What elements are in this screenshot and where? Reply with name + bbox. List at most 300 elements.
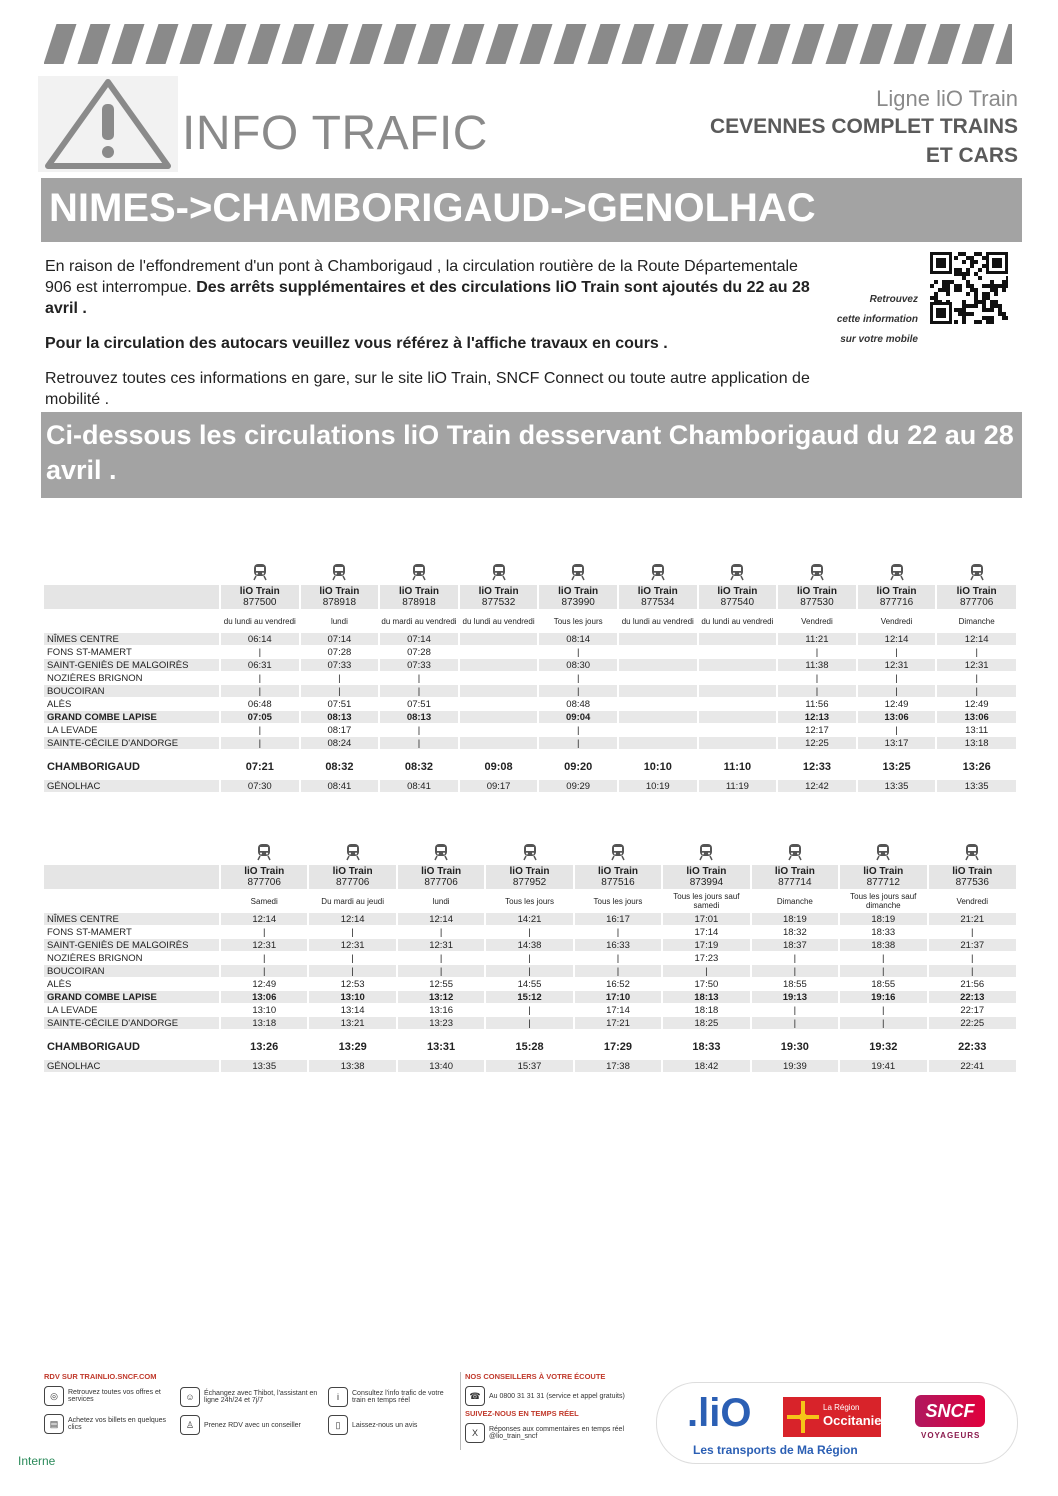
time-cell: | bbox=[857, 672, 937, 685]
train-days: lundi bbox=[300, 610, 380, 633]
time-cell: 13:18 bbox=[220, 1017, 308, 1030]
time-cell bbox=[459, 685, 539, 698]
time-cell: 17:23 bbox=[662, 952, 750, 965]
footer-item-review[interactable]: ▯ Laissez-nous un avis bbox=[328, 1414, 458, 1436]
time-cell: 12:31 bbox=[220, 939, 308, 952]
train-name: liO Train bbox=[637, 586, 678, 597]
sncf-logo: SNCF bbox=[915, 1395, 985, 1427]
time-cell: | bbox=[485, 926, 573, 939]
train-number: 877714 bbox=[778, 877, 812, 888]
time-cell: | bbox=[928, 926, 1017, 939]
train-icon-cell bbox=[308, 840, 396, 865]
time-cell: | bbox=[857, 646, 937, 659]
time-cell: 18:19 bbox=[751, 913, 839, 926]
train-icon bbox=[253, 563, 267, 581]
time-cell: 13:26 bbox=[936, 755, 1016, 780]
occitan-cross-icon bbox=[785, 1399, 821, 1435]
time-cell: 11:38 bbox=[777, 659, 857, 672]
time-cell: | bbox=[220, 737, 300, 750]
time-cell: 13:38 bbox=[308, 1060, 396, 1073]
time-cell: 12:25 bbox=[777, 737, 857, 750]
time-cell: 09:20 bbox=[538, 755, 618, 780]
time-cell: | bbox=[379, 724, 459, 737]
hazard-stripe bbox=[554, 24, 587, 64]
time-cell: | bbox=[928, 965, 1017, 978]
hazard-stripe bbox=[418, 24, 451, 64]
time-cell bbox=[459, 672, 539, 685]
qr-note-line-1: Retrouvez bbox=[869, 294, 918, 305]
footer-col-4 bbox=[460, 1372, 637, 1450]
train-header bbox=[300, 585, 380, 610]
train-days: du lundi au vendredi bbox=[220, 610, 300, 633]
hazard-stripe bbox=[180, 24, 213, 64]
time-cell: 12:42 bbox=[777, 780, 857, 793]
qr-note bbox=[830, 290, 918, 350]
train-name: liO Train bbox=[956, 586, 997, 597]
time-cell: 07:51 bbox=[379, 698, 459, 711]
time-cell: | bbox=[220, 926, 308, 939]
phone-icon: ▯ bbox=[328, 1415, 348, 1435]
qr-note-line-3: sur votre mobile bbox=[840, 334, 918, 345]
footer-item-phone[interactable]: ☎ Au 0800 31 31 31 (service et appel gratuits) bbox=[465, 1385, 637, 1407]
time-cell: | bbox=[397, 965, 485, 978]
time-cell: 07:28 bbox=[300, 646, 380, 659]
station-row bbox=[44, 991, 1016, 1004]
time-cell: 12:31 bbox=[397, 939, 485, 952]
time-cell: 07:14 bbox=[379, 633, 459, 646]
time-cell: 18:18 bbox=[662, 1004, 750, 1017]
time-cell: | bbox=[538, 672, 618, 685]
time-cell: 19:13 bbox=[751, 991, 839, 1004]
train-days-row bbox=[44, 610, 1016, 633]
footer-item-x[interactable]: X Réponses aux commentaires en temps réel @lio_train_sncf bbox=[465, 1422, 637, 1444]
train-icon bbox=[523, 843, 537, 861]
train-number: 873990 bbox=[561, 597, 595, 608]
person-icon: ♙ bbox=[180, 1415, 200, 1435]
time-cell: 16:17 bbox=[574, 913, 662, 926]
timetable-1 bbox=[44, 560, 1016, 793]
train-icon-cell bbox=[220, 560, 300, 585]
circulation-banner-text: Ci-dessous les circulations liO Train desservant Chamborigaud du 22 au 28 avril . bbox=[46, 420, 1014, 485]
time-cell: 17:19 bbox=[662, 939, 750, 952]
hazard-stripe bbox=[316, 24, 349, 64]
hazard-stripe bbox=[622, 24, 655, 64]
time-cell bbox=[459, 711, 539, 724]
station-row bbox=[44, 646, 1016, 659]
time-cell: 13:10 bbox=[220, 1004, 308, 1017]
station-row bbox=[44, 724, 1016, 737]
lio-logo: .liO bbox=[687, 1391, 752, 1435]
train-icon bbox=[257, 843, 271, 861]
footer-col-3 bbox=[328, 1386, 458, 1442]
station-row bbox=[44, 1035, 1016, 1060]
time-cell bbox=[698, 633, 778, 646]
time-cell: | bbox=[379, 685, 459, 698]
train-header bbox=[574, 865, 662, 890]
train-icon bbox=[332, 563, 346, 581]
train-header bbox=[751, 865, 839, 890]
train-icon bbox=[890, 563, 904, 581]
time-cell: | bbox=[751, 952, 839, 965]
hazard-stripe bbox=[588, 24, 621, 64]
train-number: 877706 bbox=[247, 877, 281, 888]
intro-p1-normal: En raison de l'effondrement d'un pont à Chamborigaud , la circulation routière de la Route Départementale 906 est interrompue. bbox=[45, 258, 798, 296]
train-number: 877534 bbox=[641, 597, 675, 608]
train-days: Vendredi bbox=[928, 890, 1017, 913]
time-cell: 11:10 bbox=[698, 755, 778, 780]
time-cell: 08:14 bbox=[538, 633, 618, 646]
time-cell: 06:48 bbox=[220, 698, 300, 711]
train-days: Tous les jours bbox=[538, 610, 618, 633]
train-icon bbox=[434, 843, 448, 861]
station-name: NÎMES CENTRE bbox=[44, 633, 220, 646]
qr-note-line-2: cette information bbox=[836, 314, 918, 325]
time-cell bbox=[459, 659, 539, 672]
train-header bbox=[857, 585, 937, 610]
train-number: 878918 bbox=[322, 597, 357, 608]
time-cell: 17:14 bbox=[662, 926, 750, 939]
train-icons-row bbox=[44, 840, 1016, 865]
train-name: liO Train bbox=[774, 866, 815, 877]
time-cell: 07:21 bbox=[220, 755, 300, 780]
time-cell: 21:21 bbox=[928, 913, 1017, 926]
train-number: 877540 bbox=[720, 597, 755, 608]
train-header bbox=[618, 585, 698, 610]
time-cell: 17:21 bbox=[574, 1017, 662, 1030]
station-row bbox=[44, 711, 1016, 724]
train-number: 877500 bbox=[243, 597, 277, 608]
time-cell: 18:33 bbox=[662, 1035, 750, 1060]
hazard-stripe bbox=[248, 24, 281, 64]
warning-triangle-icon bbox=[38, 76, 178, 172]
train-icon-cell bbox=[928, 840, 1017, 865]
time-cell: 09:17 bbox=[459, 780, 539, 793]
time-cell: 13:16 bbox=[397, 1004, 485, 1017]
line-label: Ligne liO Train bbox=[876, 86, 1018, 111]
hazard-stripe bbox=[146, 24, 179, 64]
time-cell bbox=[618, 659, 698, 672]
train-icon bbox=[571, 563, 585, 581]
station-name: SAINTE-CÉCILE D'ANDORGE bbox=[44, 737, 220, 750]
time-cell: 12:49 bbox=[857, 698, 937, 711]
hazard-stripes bbox=[44, 24, 1012, 64]
intro-text bbox=[45, 256, 825, 424]
time-cell: | bbox=[857, 685, 937, 698]
time-cell: 08:32 bbox=[300, 755, 380, 780]
time-cell: | bbox=[220, 646, 300, 659]
hazard-stripe bbox=[928, 24, 961, 64]
train-name: liO Train bbox=[796, 586, 837, 597]
train-icon bbox=[730, 563, 744, 581]
time-cell: 18:42 bbox=[662, 1060, 750, 1073]
time-cell: 12:14 bbox=[936, 633, 1016, 646]
hazard-stripe bbox=[350, 24, 383, 64]
hazard-stripe bbox=[112, 24, 145, 64]
station-name: SAINT-GENIÈS DE MALGOIRÈS bbox=[44, 659, 220, 672]
train-icon-cell bbox=[459, 560, 539, 585]
station-row bbox=[44, 737, 1016, 750]
train-number: 878918 bbox=[402, 597, 436, 608]
hazard-stripe bbox=[384, 24, 417, 64]
hazard-stripe bbox=[520, 24, 553, 64]
hazard-stripe bbox=[894, 24, 927, 64]
train-header bbox=[662, 865, 750, 890]
footer-item-traffic[interactable]: i Consultez l'info trafic de votre train en temps réel bbox=[328, 1386, 458, 1408]
time-cell: 18:13 bbox=[662, 991, 750, 1004]
footer-item-offers[interactable]: ◎ Retrouvez toutes vos offres et services bbox=[44, 1385, 174, 1407]
train-number: 877530 bbox=[800, 597, 834, 608]
time-cell bbox=[618, 672, 698, 685]
footer-col4-head2: SUIVEZ-NOUS EN TEMPS RÉEL bbox=[465, 1409, 579, 1418]
time-cell: | bbox=[574, 952, 662, 965]
time-cell: | bbox=[308, 952, 396, 965]
time-cell: 21:56 bbox=[928, 978, 1017, 991]
footer-col1-head: RDV SUR TRAINLIO.SNCF.COM bbox=[44, 1372, 157, 1381]
time-cell: | bbox=[777, 646, 857, 659]
hazard-stripe bbox=[282, 24, 315, 64]
time-cell: 12:49 bbox=[936, 698, 1016, 711]
hazard-stripe bbox=[452, 24, 485, 64]
intro-p1-bold: Des arrêts supplémentaires et des circulations liO Train sont ajoutés du 22 au 28 avril . bbox=[45, 279, 810, 317]
intro-paragraph-1 bbox=[45, 256, 825, 319]
time-cell: 12:55 bbox=[397, 978, 485, 991]
train-icon bbox=[699, 843, 713, 861]
train-icon bbox=[346, 843, 360, 861]
train-icon-cell bbox=[379, 560, 459, 585]
time-cell bbox=[618, 646, 698, 659]
train-icon-cell bbox=[574, 840, 662, 865]
train-number: 877706 bbox=[959, 597, 994, 608]
hazard-stripe bbox=[690, 24, 723, 64]
time-cell: 12:49 bbox=[220, 978, 308, 991]
time-cell: 11:21 bbox=[777, 633, 857, 646]
train-icon-cell bbox=[936, 560, 1016, 585]
train-header bbox=[928, 865, 1017, 890]
time-cell bbox=[618, 698, 698, 711]
time-cell: 13:18 bbox=[936, 737, 1016, 750]
train-name: liO Train bbox=[421, 866, 462, 877]
station-name: FONS ST-MAMERT bbox=[44, 926, 220, 939]
time-cell: 22:25 bbox=[928, 1017, 1017, 1030]
time-cell: 07:30 bbox=[220, 780, 300, 793]
time-cell: 17:50 bbox=[662, 978, 750, 991]
time-cell: 19:39 bbox=[751, 1060, 839, 1073]
time-cell: | bbox=[538, 737, 618, 750]
time-cell bbox=[698, 711, 778, 724]
time-cell: 08:32 bbox=[379, 755, 459, 780]
footer-col4-head: NOS CONSEILLERS À VOTRE ÉCOUTE bbox=[465, 1372, 606, 1381]
train-header bbox=[379, 585, 459, 610]
time-cell: 13:31 bbox=[397, 1035, 485, 1060]
train-days: Du mardi au jeudi bbox=[308, 890, 396, 913]
footer-item-appointment[interactable]: ♙ Prenez RDV avec un conseiller bbox=[180, 1414, 320, 1436]
time-cell: | bbox=[839, 1004, 927, 1017]
time-cell: 18:55 bbox=[839, 978, 927, 991]
x-logo-icon: X bbox=[465, 1423, 485, 1443]
time-cell: 13:35 bbox=[936, 780, 1016, 793]
train-header bbox=[936, 585, 1016, 610]
time-cell: 14:38 bbox=[485, 939, 573, 952]
station-name: FONS ST-MAMERT bbox=[44, 646, 220, 659]
time-cell: | bbox=[936, 646, 1016, 659]
time-cell: | bbox=[485, 1017, 573, 1030]
time-cell: 22:17 bbox=[928, 1004, 1017, 1017]
info-trafic-title: INFO TRAFIC bbox=[182, 107, 488, 160]
region-label: Occitanie bbox=[823, 1413, 882, 1428]
time-cell: 13:29 bbox=[308, 1035, 396, 1060]
time-cell: 10:10 bbox=[618, 755, 698, 780]
train-number: 877706 bbox=[335, 877, 370, 888]
occitanie-logo bbox=[783, 1397, 881, 1437]
time-cell: | bbox=[928, 952, 1017, 965]
train-name: liO Train bbox=[478, 586, 519, 597]
train-header bbox=[459, 585, 539, 610]
time-cell: | bbox=[839, 952, 927, 965]
time-cell bbox=[698, 685, 778, 698]
train-icon bbox=[965, 843, 979, 861]
time-cell: | bbox=[397, 926, 485, 939]
time-cell: 15:28 bbox=[485, 1035, 573, 1060]
time-cell: 22:41 bbox=[928, 1060, 1017, 1073]
train-days: du lundi au vendredi bbox=[698, 610, 778, 633]
time-cell bbox=[618, 737, 698, 750]
time-cell: 16:33 bbox=[574, 939, 662, 952]
station-name: GÉNOLHAC bbox=[44, 1060, 220, 1073]
hazard-stripe bbox=[860, 24, 893, 64]
time-cell: | bbox=[662, 965, 750, 978]
hazard-stripe bbox=[758, 24, 791, 64]
train-days: Tous les jours sauf dimanche bbox=[839, 890, 927, 913]
time-cell: 09:29 bbox=[538, 780, 618, 793]
train-days: Dimanche bbox=[936, 610, 1016, 633]
station-name: GÉNOLHAC bbox=[44, 780, 220, 793]
train-icon bbox=[810, 563, 824, 581]
station-name: LA LEVADE bbox=[44, 724, 220, 737]
hazard-stripe bbox=[656, 24, 689, 64]
train-days: Samedi bbox=[220, 890, 308, 913]
time-cell: 13:06 bbox=[936, 711, 1016, 724]
train-icon bbox=[876, 843, 890, 861]
time-cell: | bbox=[751, 1017, 839, 1030]
time-cell: 12:14 bbox=[397, 913, 485, 926]
train-days: Tous les jours bbox=[574, 890, 662, 913]
train-header bbox=[220, 585, 300, 610]
train-icon-cell bbox=[485, 840, 573, 865]
train-icon-cell bbox=[698, 560, 778, 585]
time-cell: 12:17 bbox=[777, 724, 857, 737]
chatbot-icon: ☺ bbox=[180, 1387, 200, 1407]
train-name: liO Train bbox=[398, 586, 439, 597]
hazard-stripe bbox=[214, 24, 247, 64]
station-row bbox=[44, 1017, 1016, 1030]
time-cell: | bbox=[777, 672, 857, 685]
ticket-icon: ▤ bbox=[44, 1414, 64, 1434]
time-cell bbox=[698, 659, 778, 672]
train-name: liO Train bbox=[319, 586, 360, 597]
train-icon bbox=[611, 843, 625, 861]
time-cell: 06:31 bbox=[220, 659, 300, 672]
station-name: CHAMBORIGAUD bbox=[44, 755, 220, 780]
time-cell: 13:35 bbox=[857, 780, 937, 793]
train-name: liO Train bbox=[876, 586, 917, 597]
time-cell: | bbox=[485, 952, 573, 965]
circulation-banner bbox=[41, 412, 1022, 498]
intro-paragraph-3: Retrouvez toutes ces informations en gare, sur le site liO Train, SNCF Connect ou toute autre application de mobilité . bbox=[45, 370, 810, 408]
train-number: 877716 bbox=[879, 597, 914, 608]
footer-item-chatbot[interactable]: ☺ Échangez avec Thibot, l'assistant en ligne 24h/24 et 7j/7 bbox=[180, 1386, 320, 1408]
time-cell bbox=[698, 737, 778, 750]
time-cell: 13:40 bbox=[397, 1060, 485, 1073]
hazard-stripe bbox=[792, 24, 825, 64]
train-icon-cell bbox=[300, 560, 380, 585]
time-cell bbox=[618, 711, 698, 724]
hazard-stripe bbox=[486, 24, 519, 64]
train-icon-cell bbox=[751, 840, 839, 865]
station-name: NOZIÈRES BRIGNON bbox=[44, 672, 220, 685]
time-cell: 07:14 bbox=[300, 633, 380, 646]
qr-code[interactable] bbox=[930, 252, 1008, 329]
train-header bbox=[538, 585, 618, 610]
time-cell: | bbox=[574, 926, 662, 939]
train-name: liO Train bbox=[597, 866, 638, 877]
train-header bbox=[485, 865, 573, 890]
time-cell: 18:55 bbox=[751, 978, 839, 991]
time-cell: 15:12 bbox=[485, 991, 573, 1004]
hazard-stripe bbox=[996, 24, 1012, 64]
station-name: SAINTE-CÉCILE D'ANDORGE bbox=[44, 1017, 220, 1030]
route-banner bbox=[41, 178, 1022, 242]
train-header-row bbox=[44, 585, 1016, 610]
time-cell bbox=[618, 633, 698, 646]
station-name: BOUCOIRAN bbox=[44, 965, 220, 978]
station-name: NÎMES CENTRE bbox=[44, 913, 220, 926]
time-cell: | bbox=[574, 965, 662, 978]
time-cell: 12:31 bbox=[857, 659, 937, 672]
time-cell: 08:24 bbox=[300, 737, 380, 750]
time-cell: 17:01 bbox=[662, 913, 750, 926]
time-cell: | bbox=[220, 672, 300, 685]
footer-item-tickets[interactable]: ▤ Achetez vos billets en quelques clics bbox=[44, 1413, 174, 1435]
route-title: NIMES->CHAMBORIGAUD->GENOLHAC bbox=[49, 186, 816, 230]
station-row bbox=[44, 659, 1016, 672]
train-number: 877516 bbox=[601, 877, 635, 888]
region-small-label: La Région bbox=[823, 1403, 860, 1412]
time-cell: 17:10 bbox=[574, 991, 662, 1004]
time-cell bbox=[459, 737, 539, 750]
line-label-block bbox=[710, 86, 1018, 170]
time-cell bbox=[459, 633, 539, 646]
time-cell: 13:06 bbox=[220, 991, 308, 1004]
time-cell: 13:23 bbox=[397, 1017, 485, 1030]
train-icon-cell bbox=[839, 840, 927, 865]
time-cell: | bbox=[308, 926, 396, 939]
footer-services bbox=[44, 1372, 634, 1460]
info-icon: i bbox=[328, 1387, 348, 1407]
station-row bbox=[44, 672, 1016, 685]
time-cell: | bbox=[538, 685, 618, 698]
station-row bbox=[44, 685, 1016, 698]
time-cell: 06:14 bbox=[220, 633, 300, 646]
footer-col-1 bbox=[44, 1372, 174, 1441]
time-cell: 18:19 bbox=[839, 913, 927, 926]
train-icon-cell bbox=[538, 560, 618, 585]
train-number: 877952 bbox=[512, 877, 547, 888]
train-days-row bbox=[44, 890, 1016, 913]
train-header bbox=[308, 865, 396, 890]
time-cell: 12:33 bbox=[777, 755, 857, 780]
time-cell: 17:38 bbox=[574, 1060, 662, 1073]
time-cell: | bbox=[300, 672, 380, 685]
